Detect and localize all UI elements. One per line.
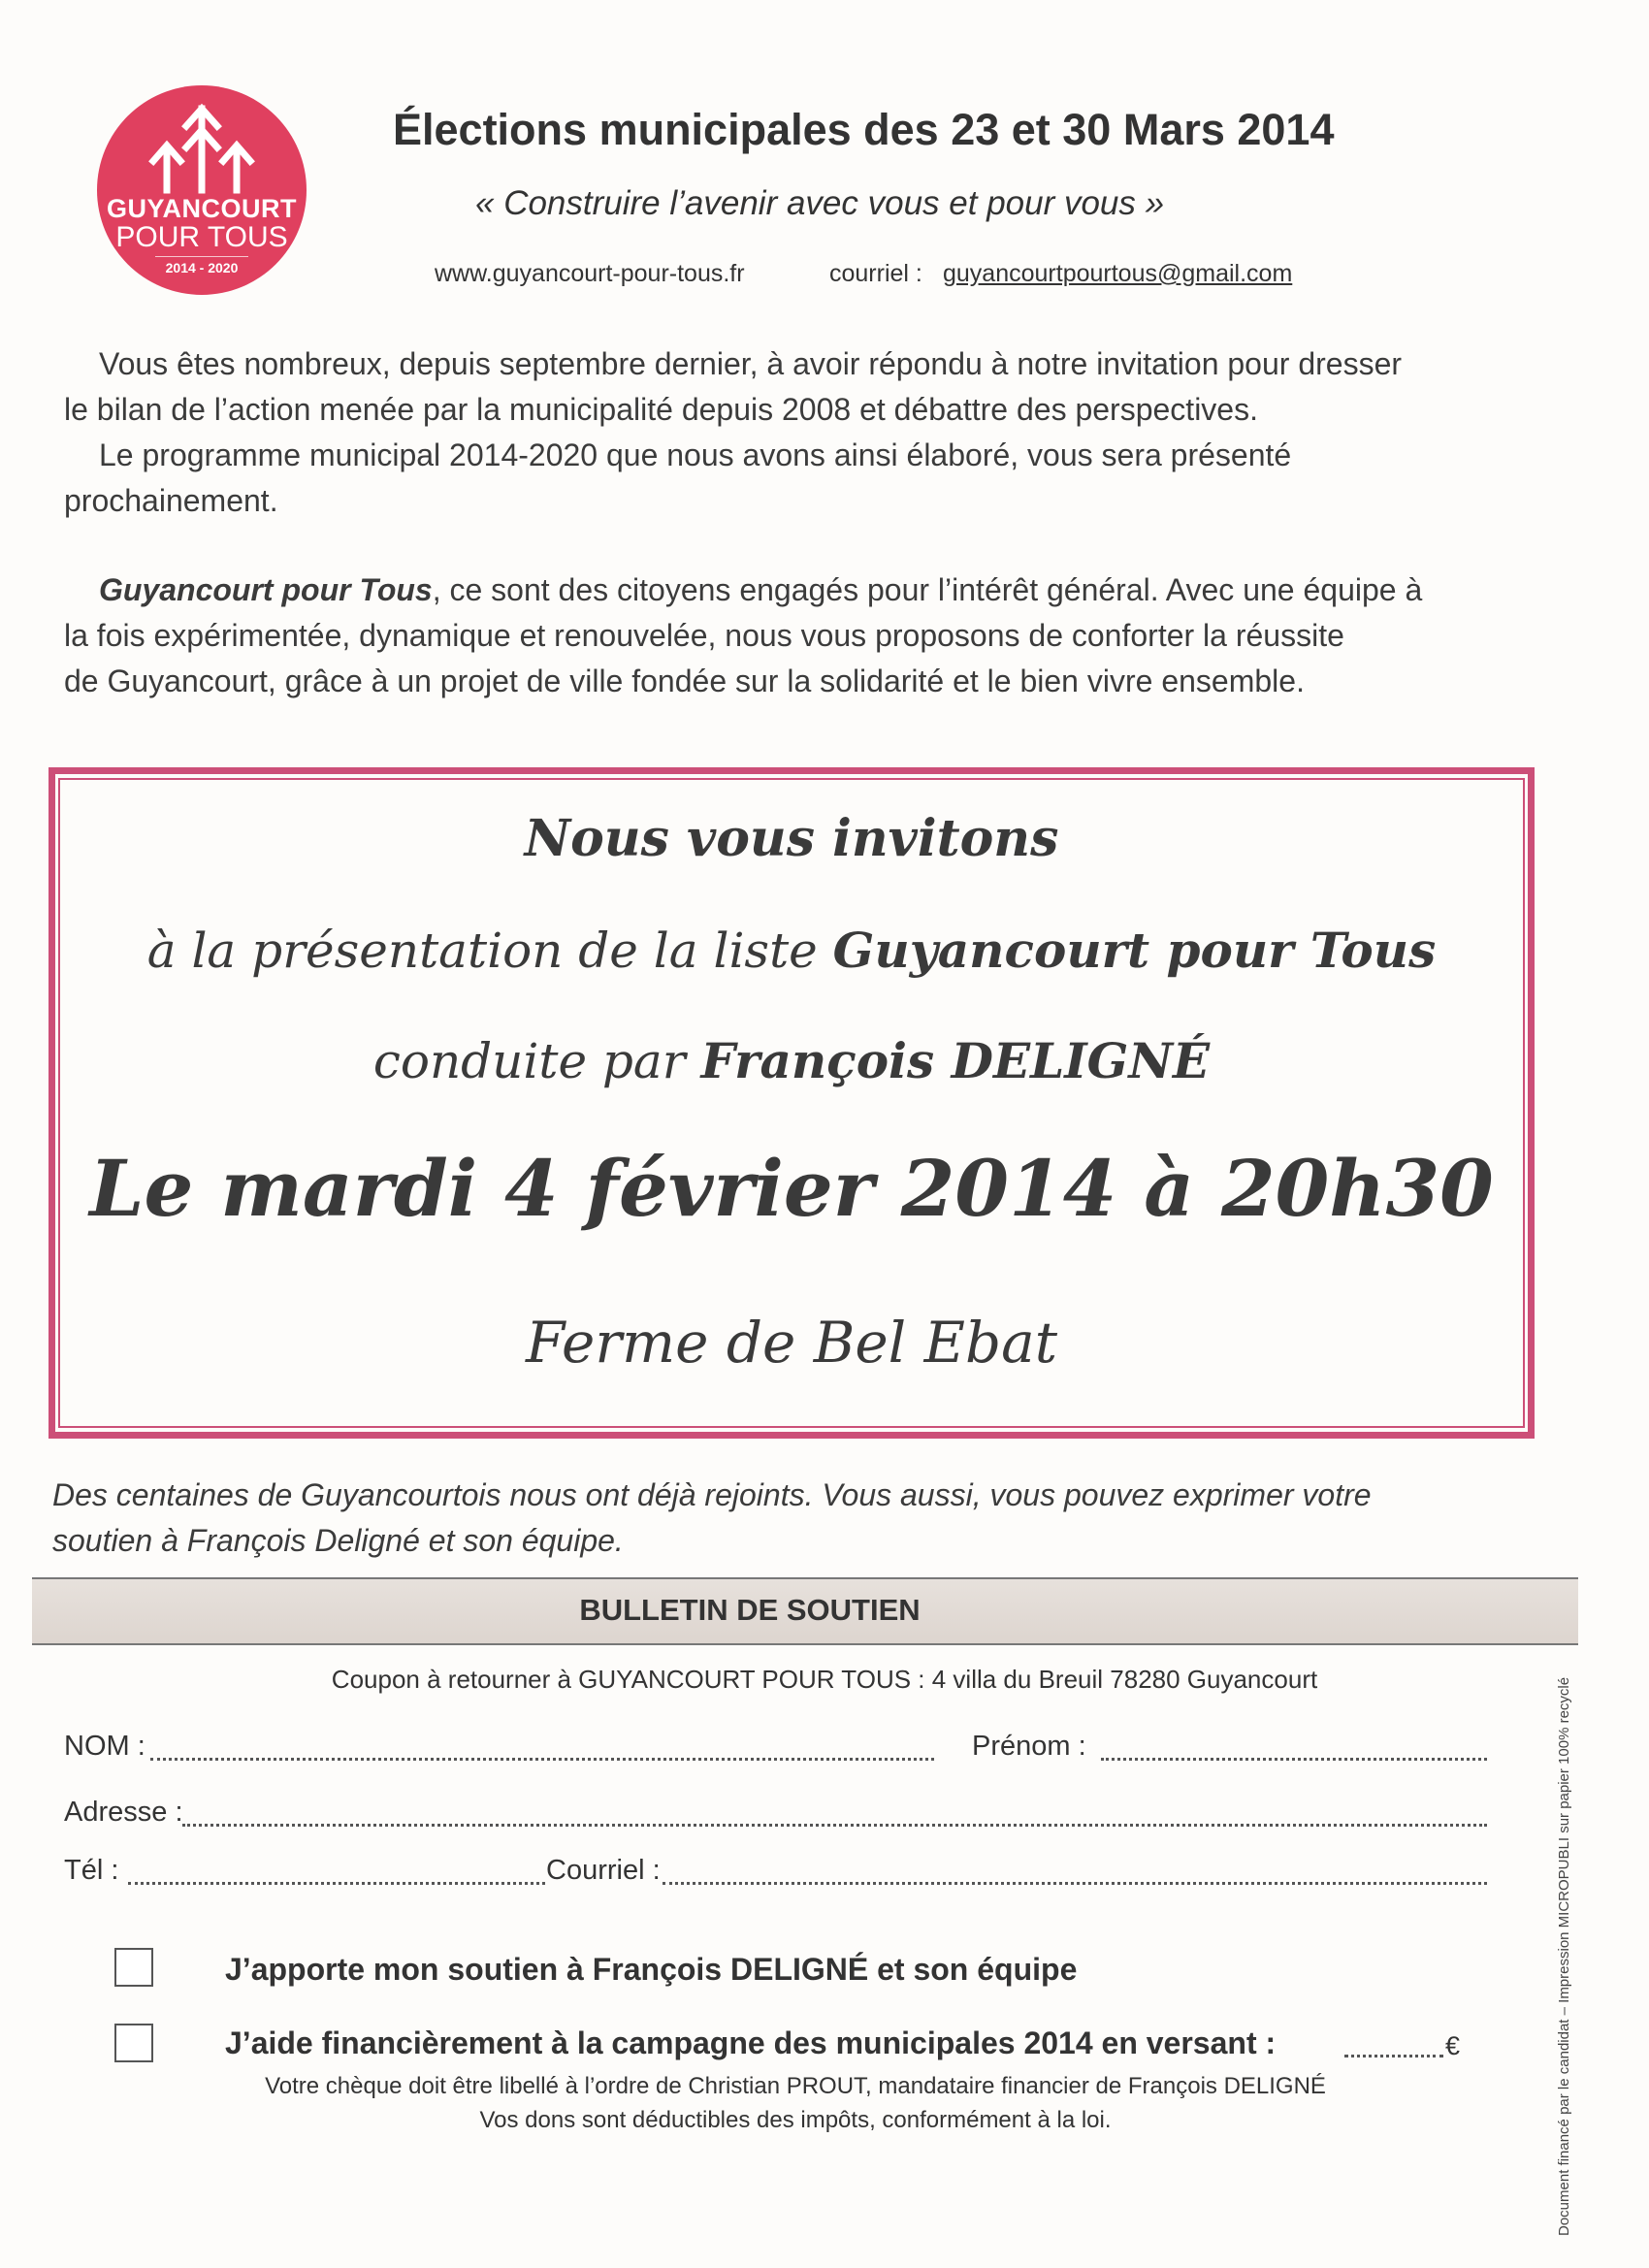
invitation-text: à la présentation de la liste	[146, 923, 833, 979]
courriel-label: Courriel :	[546, 1855, 661, 1886]
logo	[97, 85, 307, 295]
logo-line2: POUR TOUS	[115, 221, 288, 253]
donation-amount-field[interactable]	[1344, 2055, 1443, 2057]
support-option-label: J’apporte mon soutien à François DELIGNÉ et son équipe	[225, 1952, 1078, 1987]
intro-line: de Guyancourt, grâce à un projet de ville fondée sur la solidarité et le bien vivre ensemble.	[64, 664, 1305, 698]
tel-label: Tél :	[64, 1855, 119, 1886]
intro-paragraph-2	[64, 567, 1616, 704]
support-line: Des centaines de Guyancourtois nous ont déjà rejoints. Vous aussi, vous pouvez exprimer votre	[52, 1477, 1372, 1512]
adresse-label: Adresse :	[64, 1797, 183, 1828]
intro-line: prochainement.	[64, 483, 278, 518]
logo-line1: GUYANCOURT	[106, 194, 298, 223]
cheque-note: Votre chèque doit être libellé à l’ordre de Christian PROUT, mandataire financier de François DELIGNÉ	[265, 2073, 1326, 2099]
donation-option-label: J’aide financièrement à la campagne des municipales 2014 en versant :	[225, 2025, 1277, 2060]
prenom-field[interactable]	[1101, 1758, 1487, 1761]
support-line: soutien à François Deligné et son équipe.	[52, 1523, 624, 1558]
email-link[interactable]: guyancourtpourtous@gmail.com	[943, 260, 1293, 287]
adresse-field[interactable]	[182, 1824, 1487, 1827]
slogan: « Construire l’avenir avec vous et pour vous »	[475, 184, 1165, 222]
leader-name: François DELIGNÉ	[700, 1032, 1211, 1089]
invitation-leader	[58, 1032, 1525, 1089]
list-name: Guyancourt pour Tous	[832, 922, 1437, 979]
arrows-icon	[147, 101, 256, 198]
support-checkbox[interactable]	[114, 1948, 153, 1987]
tax-note: Vos dons sont déductibles des impôts, conformément à la loi.	[479, 2107, 1112, 2133]
website-link[interactable]: www.guyancourt-pour-tous.fr	[435, 260, 745, 287]
intro-line: la fois expérimentée, dynamique et renouvelée, nous vous proposons de conforter la réussite	[64, 618, 1344, 653]
nom-label: NOM :	[64, 1731, 146, 1762]
logo-years: 2014 - 2020	[165, 260, 239, 275]
intro-line: le bilan de l’action menée par la municipalité depuis 2008 et débattre des perspectives.	[64, 392, 1258, 427]
printer-note: Document financé par le candidat – Impression MICROPUBLI sur papier 100% recyclé	[1556, 1676, 1572, 2236]
intro-line: Le programme municipal 2014-2020 que nous avons ainsi élaboré, vous sera présenté	[99, 437, 1292, 472]
intro-text: , ce sont des citoyens engagés pour l’intérêt général. Avec une équipe à	[432, 572, 1423, 607]
invitation-heading: Nous vous invitons	[524, 809, 1059, 868]
bulletin-title: BULLETIN DE SOUTIEN	[579, 1593, 921, 1627]
intro-paragraph-1	[64, 341, 1616, 524]
event-place: Ferme de Bel Ebat	[525, 1310, 1058, 1376]
invitation-text: conduite par	[372, 1033, 701, 1089]
support-text	[52, 1473, 1604, 1564]
prenom-label: Prénom :	[972, 1731, 1086, 1762]
donation-checkbox[interactable]	[114, 2024, 153, 2062]
invitation-list	[58, 922, 1525, 979]
email-label: courriel :	[829, 260, 922, 287]
courriel-field[interactable]	[663, 1882, 1487, 1885]
nom-field[interactable]	[150, 1758, 934, 1761]
currency-symbol: €	[1445, 2031, 1461, 2060]
intro-line: Vous êtes nombreux, depuis septembre dernier, à avoir répondu à notre invitation pour dresser	[99, 346, 1403, 381]
page-title: Élections municipales des 23 et 30 Mars 2014	[393, 105, 1335, 154]
event-date: Le mardi 4 février 2014 à 20h30	[89, 1143, 1494, 1234]
group-name: Guyancourt pour Tous	[99, 572, 433, 607]
coupon-address: Coupon à retourner à GUYANCOURT POUR TOUS : 4 villa du Breuil 78280 Guyancourt	[331, 1665, 1318, 1694]
tel-field[interactable]	[128, 1882, 545, 1885]
intro-line	[64, 567, 1616, 613]
